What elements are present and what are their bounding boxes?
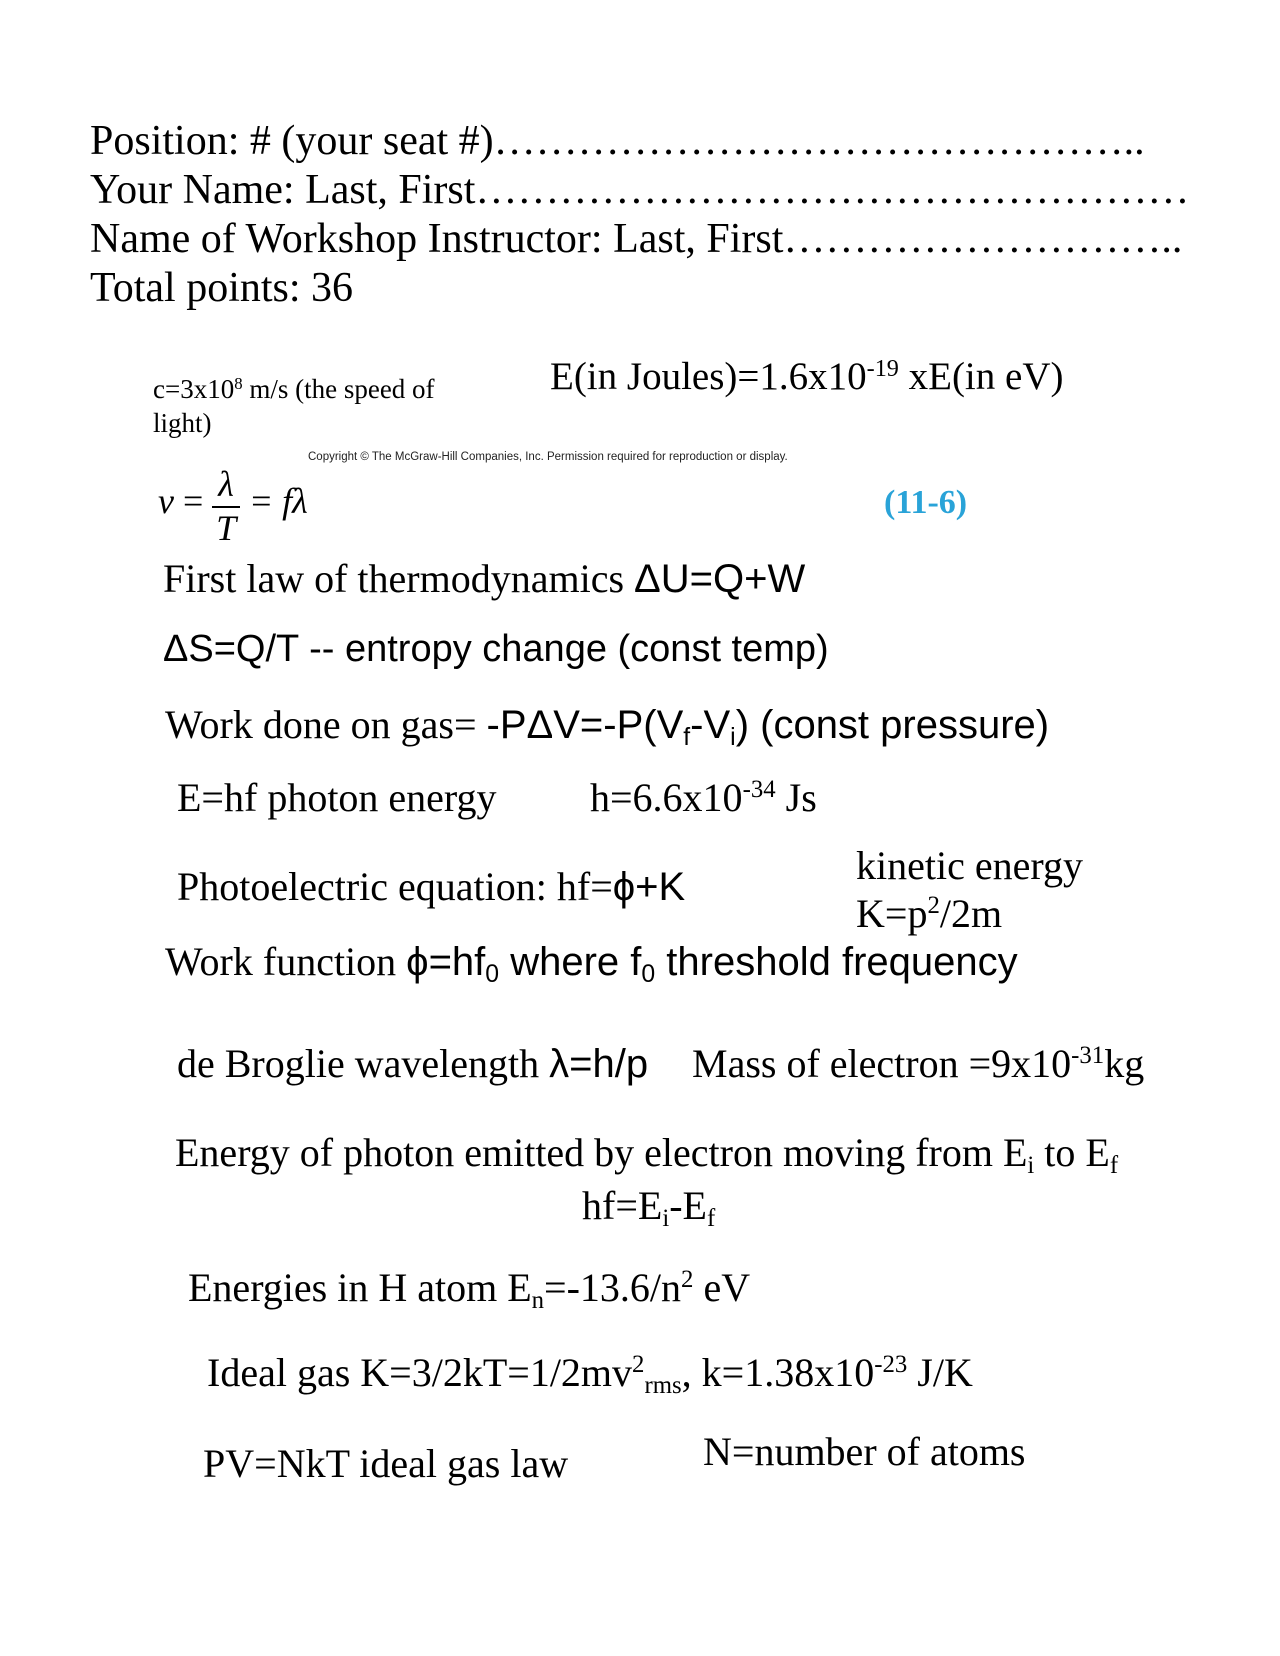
wave-equation: v = $\frac{\lambda}{T}$ = fλ (158, 464, 308, 548)
first-law-thermodynamics: First law of thermodynamics ΔU=Q+W (163, 556, 806, 601)
ideal-gas-kinetic: Ideal gas $K=3/2kT=1/2mv^2_{rms}$, $k=1.38x10^{-23}$ J/K (207, 1350, 973, 1400)
de-broglie-wavelength: de Broglie wavelength λ=h/p (177, 1041, 649, 1086)
kinetic-energy-note: kinetic energy $K=p^2/2m$ (856, 843, 1083, 936)
entropy-change: ΔS=Q/T -- entropy change (const temp) (163, 628, 829, 670)
photoelectric-equation: Photoelectric equation: hf=ϕ+K (177, 864, 686, 909)
work-done-on-gas: Work done on $gas= -P\Delta V=-P(V_f-V_i)$ (const pressure) (165, 702, 1050, 752)
photon-emitted-description: Energy of photon emitted by electron moving from $E_i$ to $E_f$ (175, 1130, 1119, 1180)
instructor-line: Name of Workshop Instructor: Last, First……………………….. (90, 216, 1183, 262)
electron-mass: Mass of electron $=9x10^{-31}kg$ (692, 1041, 1145, 1086)
speed-of-light-note: $c=3x10^8$ m/s (the speed of light) (153, 373, 435, 438)
work-function: Work function $\phi=hf_0$ where $f_0$ threshold frequency (165, 939, 1018, 989)
ideal-gas-law: PV=NkT ideal gas law (203, 1441, 569, 1486)
photon-energy: E=hf photon energy (177, 775, 497, 820)
number-of-atoms-note: N=number of atoms (703, 1429, 1026, 1474)
wave-fraction: $\frac{\lambda}{T}$ (212, 466, 240, 548)
joules-conversion: E(in $Joules)=1.6x10^{-19}$ xE(in eV) (550, 354, 1064, 398)
equation-number: (11-6) (884, 484, 968, 521)
hydrogen-energies: Energies in H atom $E_n=-13.6/n^2$ eV (188, 1265, 751, 1315)
position-line: Position: # (your seat #)……………………………………….. (90, 118, 1145, 164)
total-points-line: Total points: 36 (90, 265, 354, 311)
photon-emitted-equation: $hf=E_i-E_f$ (582, 1183, 716, 1233)
copyright-notice: Copyright © The McGraw-Hill Companies, Inc. Permission required for reproduction or display. (308, 451, 788, 463)
planck-constant: $h=6.6x10^{-34}$ Js (590, 775, 817, 820)
name-line: Your Name: Last, First…………………………………………… (90, 167, 1190, 213)
